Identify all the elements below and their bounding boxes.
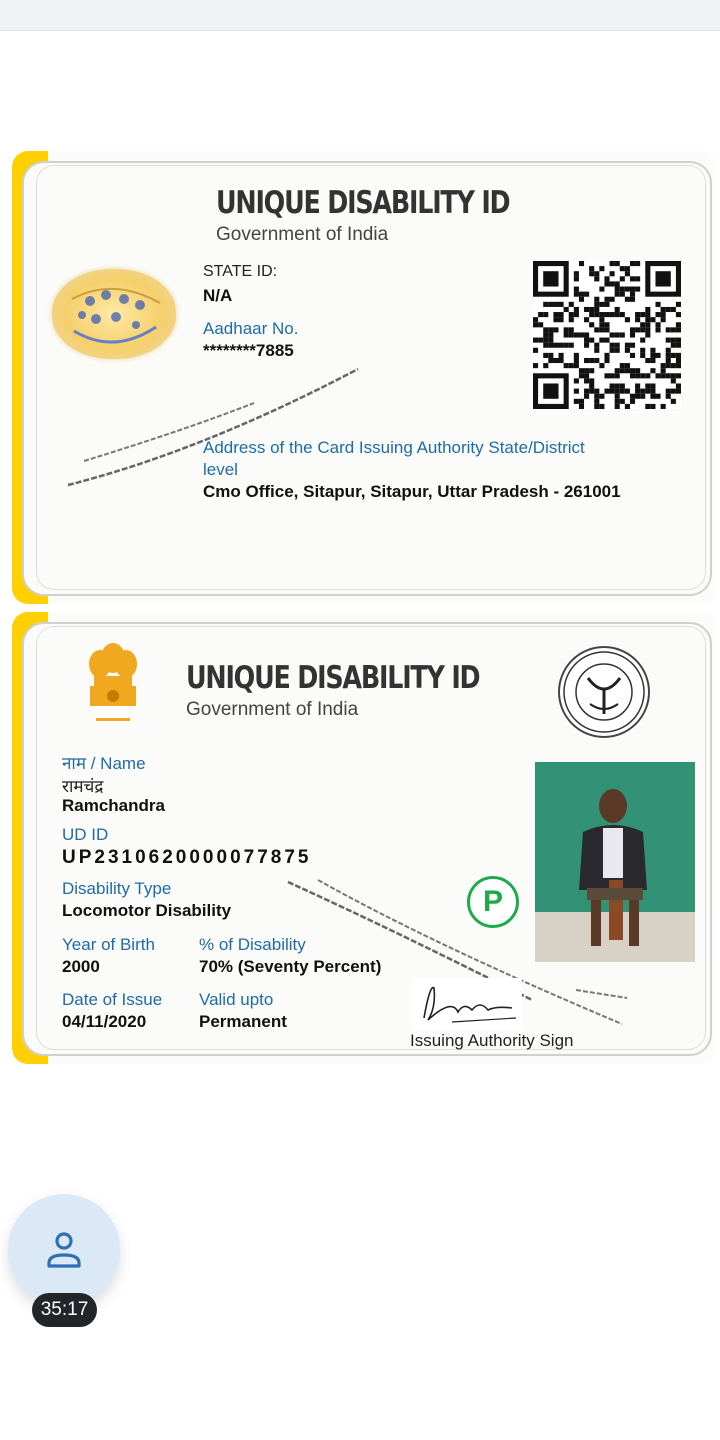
udid-card-front <box>12 151 716 604</box>
ashoka-emblem-icon <box>84 642 142 732</box>
disability-percent-label: % of Disability <box>199 935 306 954</box>
name-hindi: रामचंद्र <box>62 777 104 796</box>
emblem-logo <box>52 269 176 359</box>
year-of-birth-label: Year of Birth <box>62 935 155 954</box>
card-title: UNIQUE DISABILITY ID <box>216 185 510 221</box>
udid-value: UP2310620000077875 <box>62 847 312 868</box>
sign-label: Issuing Authority Sign <box>410 1031 574 1050</box>
card-subtitle: Government of India <box>186 699 359 720</box>
name-label: नाम / Name <box>62 754 146 773</box>
issue-date-value: 04/11/2020 <box>62 1012 147 1031</box>
address-label-line2: level <box>203 460 238 479</box>
disability-percent-value: 70% (Seventy Percent) <box>199 957 382 976</box>
state-id-value: N/A <box>203 286 233 305</box>
up-state-seal-icon <box>558 646 650 738</box>
valid-upto-value: Permanent <box>199 1012 287 1031</box>
year-of-birth-value: 2000 <box>62 957 100 976</box>
address-label-line1: Address of the Card Issuing Authority State/District <box>203 438 585 457</box>
top-bar <box>0 0 720 31</box>
card-subtitle: Government of India <box>216 224 389 245</box>
card-title: UNIQUE DISABILITY ID <box>186 660 480 696</box>
disability-type-value: Locomotor Disability <box>62 901 232 920</box>
call-timer-badge: 35:17 <box>32 1293 97 1327</box>
person-icon <box>42 1228 86 1272</box>
aadhaar-label: Aadhaar No. <box>203 319 299 338</box>
qr-code-icon <box>533 261 681 409</box>
profile-fab-button[interactable] <box>8 1194 120 1306</box>
holder-photo <box>535 762 695 962</box>
valid-upto-label: Valid upto <box>199 990 274 1009</box>
aadhaar-value: ********7885 <box>203 341 294 360</box>
issue-date-label: Date of Issue <box>62 990 163 1009</box>
udid-card-back <box>12 612 716 1064</box>
udid-label: UD ID <box>62 825 109 844</box>
state-id-label: STATE ID: <box>203 263 278 280</box>
address-value: Cmo Office, Sitapur, Sitapur, Uttar Pradesh - 261001 <box>203 482 621 501</box>
p-badge-icon: P <box>467 876 519 928</box>
authority-signature <box>412 978 522 1030</box>
name-value: Ramchandra <box>62 796 165 815</box>
disability-type-label: Disability Type <box>62 879 172 898</box>
